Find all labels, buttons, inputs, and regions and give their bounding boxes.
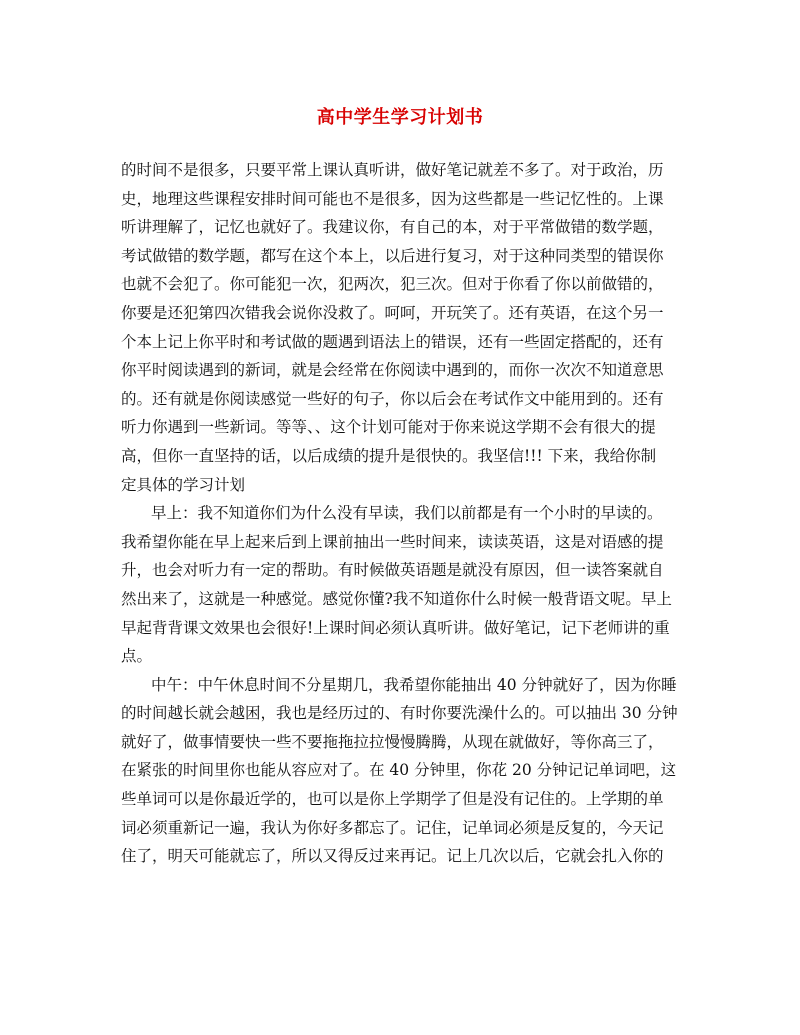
body-line: 你要是还犯第四次错我会说你没救了。呵呵，开玩笑了。还有英语，在这个另一 [121,303,664,322]
body-line: 高，但你一直坚持的话，以后成绩的提升是很快的。我坚信!!! 下来，我给你制 [121,446,657,465]
body-line: 些单词可以是你最近学的，也可以是你上学期学了但是没有记住的。上学期的单 [121,790,664,809]
document-body [121,156,681,871]
body-line: 升，也会对听力有一定的帮助。有时候做英语题是就没有原因，但一读答案就自 [121,561,664,580]
body-line: 就好了，做事情要快一些不要拖拖拉拉慢慢腾腾，从现在就做好，等你高三了， [121,732,664,751]
body-line: 在紧张的时间里你也能从容应对了。在 40 分钟里，你花 20 分钟记记单词吧，这 [121,761,677,780]
body-line: 你平时阅读遇到的新词，就是会经常在你阅读中遇到的，而你一次次不知道意思 [121,361,664,380]
paragraph-start-line: 中午：中午休息时间不分星期几，我希望你能抽出 40 分钟就好了，因为你睡 [151,675,677,694]
body-line: 然出来了，这就是一种感觉。感觉你懂?我不知道你什么时候一般背语文呢。早上 [121,589,672,608]
body-line: 定具体的学习计划 [121,475,246,494]
body-line: 的时间不是很多，只要平常上课认真听讲，做好笔记就差不多了。对于政治，历 [121,161,664,179]
document-title: 高中学生学习计划书 [316,107,484,128]
body-line: 我希望你能在早上起来后到上课前抽出一些时间来，读读英语，这是对语感的提 [121,532,664,551]
body-line: 的时间越长就会越困，我也是经历过的、有时你要洗澡什么的。可以抽出 30 分钟 [121,704,678,723]
body-line: 史，地理这些课程安排时间可能也不是很多，因为这些都是一些记忆性的。上课 [121,189,664,208]
paragraph-start-line: 早上：我不知道你们为什么没有早读，我们以前都是有一个小时的早读的。 [151,504,663,523]
body-line: 词必须重新记一遍，我认为你好多都忘了。记住，记单词必须是反复的，今天记 [121,818,664,837]
body-line: 住了，明天可能就忘了，所以又得反过来再记。记上几次以后，它就会扎入你的 [121,847,664,866]
body-line: 也就不会犯了。你可能犯一次，犯两次，犯三次。但对于你看了你以前做错的， [121,275,664,294]
body-line: 个本上记上你平时和考试做的题遇到语法上的错误，还有一些固定搭配的，还有 [121,332,664,351]
body-line: 听力你遇到一些新词。等等、、这个计划可能对于你来说这学期不会有很大的提 [121,418,656,437]
body-line: 听讲理解了，记忆也就好了。我建议你，有自己的本，对于平常做错的数学题， [121,218,664,237]
body-line: 考试做错的数学题，都写在这个本上，以后进行复习，对于这种同类型的错误你 [121,246,664,265]
body-line: 的。还有就是你阅读感觉一些好的句子，你以后会在考试作文中能用到的。还有 [121,389,664,408]
body-line: 早起背背课文效果也会很好!上课时间必须认真听讲。做好笔记，记下老师讲的重 [121,618,670,637]
body-line: 点。 [121,647,153,666]
